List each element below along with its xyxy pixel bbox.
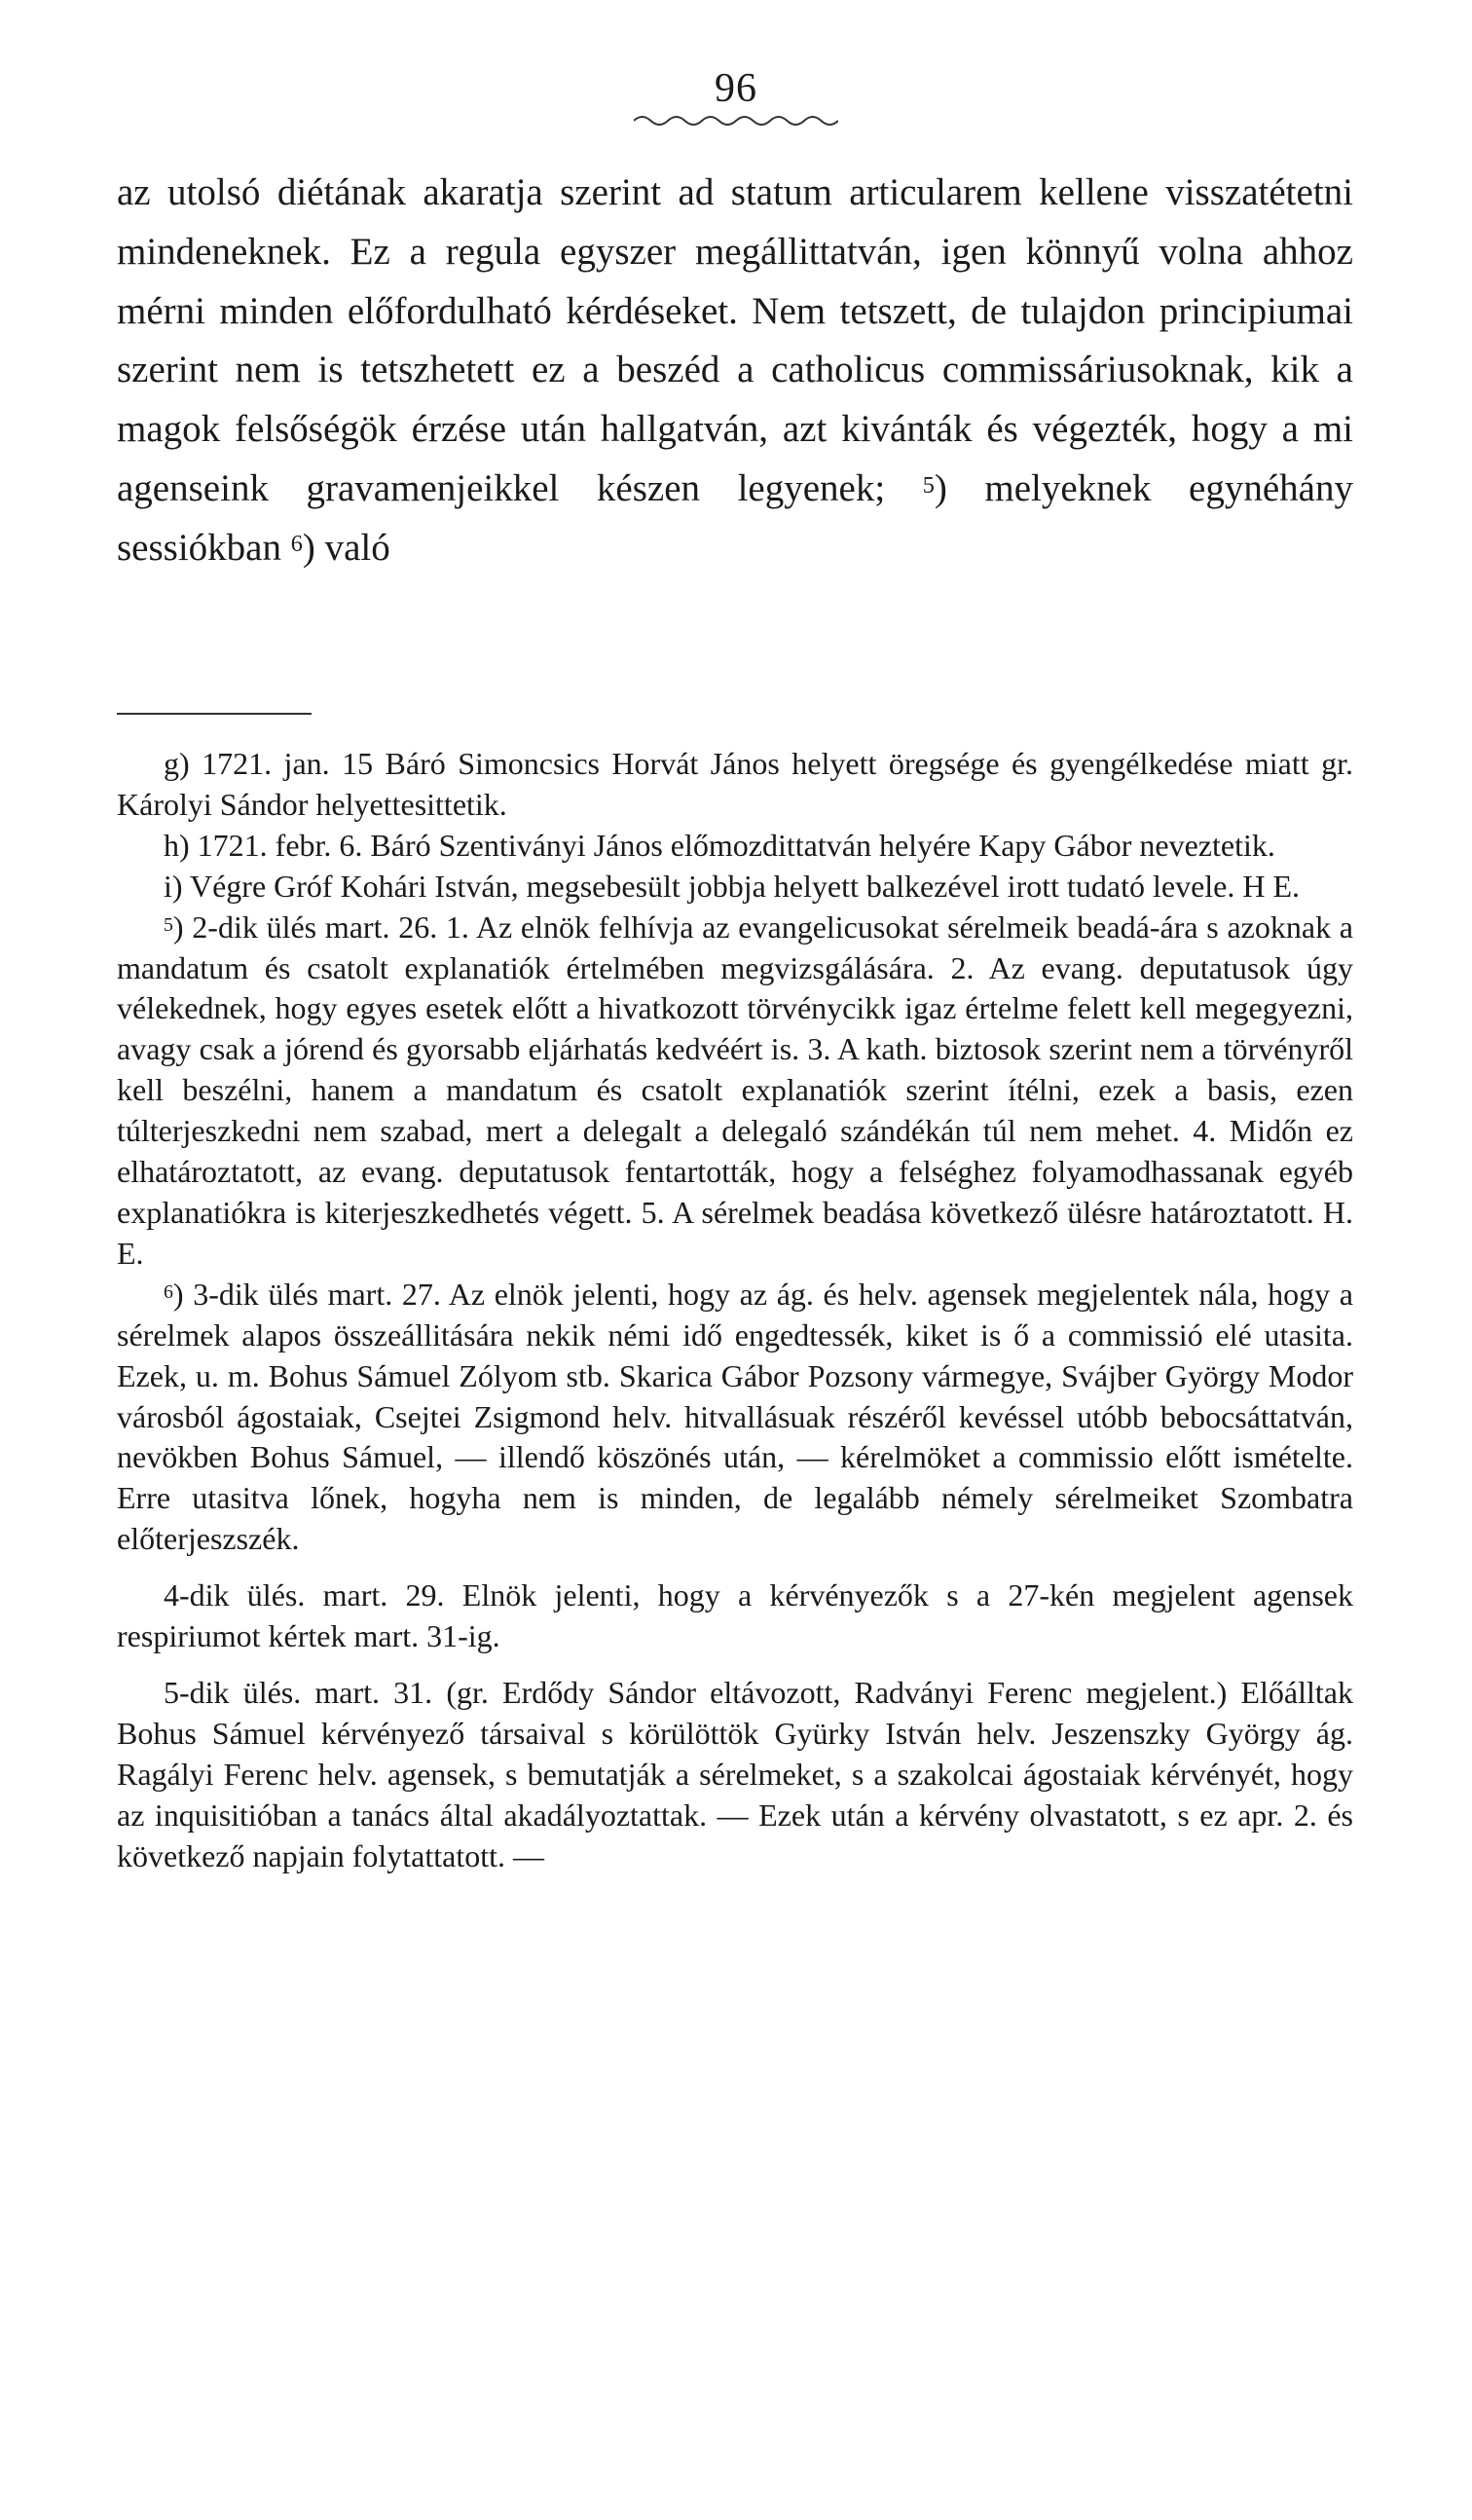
footnote-signature: H E. [1242,868,1301,904]
footnote-separator [117,713,312,715]
footnotes [117,728,1353,1876]
page-header [0,68,1472,129]
footnote-6: $^6$) 3-dik ülés mart. 27. Az elnök jelenti, hogy az ág. és helv. agensek megjelentek nála, hogy a sérelmek alapos összeállitására nekik némi idő engedtessék, kiket is ő a commissió elé utasita. Ezek, u. m. Bohus Sámuel Zólyom stb. Skarica Gábor Pozsony vármegye, Svájber György Modor városból ágostaiak, Csejtei Zsigmond helv. hitvallásuak részéről kevéssel utóbb bebocsáttatván, nevökben Bohus Sámuel, — illendő köszönés után, — kérelmöket a commissio előtt ismételte. Erre utasitva lőnek, hogyha nem is minden, de legalább némely sérelmeiket Szombatra előterjeszszék. [117,1276,1353,1557]
footnote-g: g) 1721. jan. 15 Báró Simoncsics Horvát János helyett öregsége és gyengélkedése miatt gr. Károlyi Sándor helyettesittetik. [117,746,1353,822]
session-5-paragraph: 5-dik ülés. mart. 31. (gr. Erdődy Sándor eltávozott, Radványi Ferenc megjelent.) Előálltak Bohus Sámuel kérvényező társaival s körülöttök Gyürky István helv. Jeszenszky György ág. Ragályi Ferenc helv. agensek, s bemutatják a sérelmeket, s a szakolcai ágostaiak kérvényét, hogy az inquisitióban a tanács által akadályoztattak. — Ezek után a kérvény olvastatott, s ez apr. 2. és következő napjain folytattatott. — [117,1674,1353,1873]
footnote-h: h) 1721. febr. 6. Báró Szentiványi János előmozdittatván helyére Kapy Gábor neveztetik. [164,827,1275,863]
wavy-ornament-icon [634,113,838,129]
main-paragraph: az utolsó diétának akaratja szerint ad statum articularem kellene visszatétetni mindeneknek. Ez a regula egyszer megállittatván, igen könnyű volna ahhoz mérni minden előfordulható kérdéseket. Nem tetszett, de tulajdon principiumai szerint nem is tetszhetett ez a beszéd a catholicus commissáriusoknak, kik a magok felsőségök érzése után hallgatván, azt kivánták és végezték, hogy a mi agenseink gravamenjeikkel készen legyenek; $^5$) melyeknek egynéhány sessiókban $^6$) való [117,171,1353,569]
footnote-5: $^5$) 2-dik ülés mart. 26. 1. Az elnök felhívja az evangelicusokat sérelmeik beadá-ára s azoknak a mandatum és csatolt explanatiók értelmében megvizsgálására. 2. Az evang. deputatusok úgy vélekednek, hogy egyes esetek előtt a hivatkozott törvénycikk igaz értelme felett kell megegyezni, avagy csak a jórend és gyorsabb eljárhatás kedvéért is. 3. A kath. biztosok szerint nem a törvényről kell beszélni, hanem a mandatum és csatolt explanatiók szerint ítélni, ezek a basis, ezen túlterjeszkedni nem szabad, mert a delegalt a delegaló szándékán túl nem mehet. 4. Midőn ez elhatároztatott, az evang. deputatusok fentartották, hogy a felséghez folyamodhassanak egyéb explanatiókra is kiterjeszkedhetés végett. 5. A sérelmek beadása következő ülésre határoztatott. H. E. [117,908,1353,1271]
footnote-ref-6: 6 [290,531,303,558]
session-4-paragraph: 4-dik ülés. mart. 29. Elnök jelenti, hogy a kérvényezők s a 27-kén megjelent agensek respiriumot kértek mart. 31-ig. [117,1577,1353,1654]
footnote-mark-6: 6 [164,1280,173,1303]
main-text [117,164,1353,578]
footnote-i: i) Végre Gróf Kohári István, megsebesült jobbja helyett balkezével irott tudató levele. H E. [164,868,1301,904]
page-number: 96 [715,66,757,111]
footnote-mark-5: 5 [164,913,173,936]
footnote-ref-5: 5 [922,471,935,499]
